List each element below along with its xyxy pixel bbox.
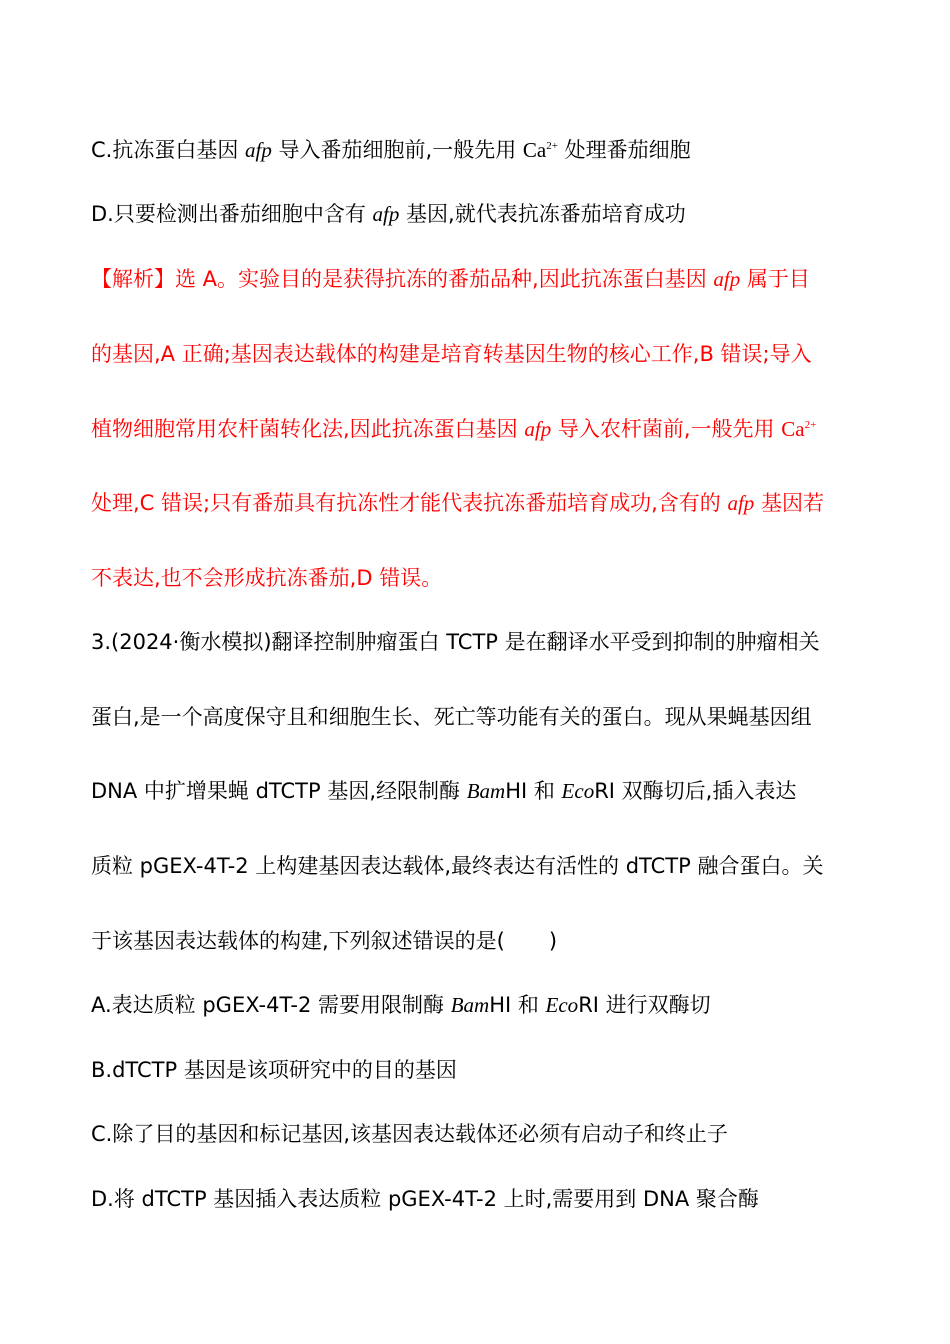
option-b	[91, 1055, 457, 1085]
option-c	[91, 1119, 728, 1149]
ion-symbol: Ca	[522, 138, 547, 162]
text-span: 基因若	[754, 491, 824, 515]
text-span: D.只要检测出番茄细胞中含有	[91, 202, 373, 226]
text-span: 属于目	[740, 267, 810, 291]
text-span: 导入番茄细胞前,一般先用	[271, 138, 523, 162]
text-span: HⅠ 和	[489, 993, 546, 1017]
analysis-line-5	[91, 563, 442, 593]
text-span: 处理,C 错误;只有番茄具有抗冻性才能代表抗冻番茄培育成功,含有的	[91, 491, 728, 515]
analysis-line-2	[91, 339, 812, 369]
ion-symbol: Ca	[781, 417, 805, 441]
text-span: 处理番茄细胞	[557, 138, 691, 162]
option-c-previous	[91, 135, 691, 165]
gene-name: afp	[372, 202, 400, 226]
text-span: A.表达质粒 pGEX-4T-2 需要用限制酶	[91, 993, 451, 1017]
text-span: )	[548, 929, 558, 953]
analysis-line-1	[91, 264, 810, 294]
gene-name: afp	[713, 267, 741, 291]
text-span: B.dTCTP 基因是该项研究中的目的基因	[91, 1058, 457, 1082]
enzyme-name: Bam	[466, 779, 506, 803]
text-span: 3.(2024·衡水模拟)翻译控制肿瘤蛋白 TCTP 是在翻译水平受到抑制的肿瘤相关	[91, 630, 820, 654]
option-a	[91, 990, 711, 1020]
text-span: 的基因,A 正确;基因表达载体的构建是培育转基因生物的核心工作,B 错误;导入	[91, 342, 812, 366]
analysis-line-4	[91, 488, 824, 518]
text-span: RⅠ 双酶切后,插入表达	[594, 779, 797, 803]
text-span: 于该基因表达载体的构建,下列叙述错误的是(	[91, 929, 505, 953]
text-span: 【解析】选 A。实验目的是获得抗冻的番茄品种,因此抗冻蛋白基因	[91, 267, 714, 291]
question-3-line-5	[91, 926, 557, 956]
enzyme-name: Eco	[545, 993, 579, 1017]
question-3-line-1	[91, 627, 820, 657]
text-span: 不表达,也不会形成抗冻番茄,D 错误。	[91, 566, 443, 590]
text-span: 基因,就代表抗冻番茄培育成功	[399, 202, 686, 226]
ion-charge: 2+	[546, 140, 558, 152]
enzyme-name: Eco	[561, 779, 595, 803]
text-span: RⅠ 进行双酶切	[578, 993, 711, 1017]
text-span: 质粒 pGEX-4T-2 上构建基因表达载体,最终表达有活性的 dTCTP 融合蛋白。关	[91, 854, 824, 878]
text-span: DNA 中扩增果蝇 dTCTP 基因,经限制酶	[91, 779, 467, 803]
text-span: 导入农杆菌前,一般先用	[551, 417, 782, 441]
gene-name: afp	[524, 417, 552, 441]
text-span: 植物细胞常用农杆菌转化法,因此抗冻蛋白基因	[91, 417, 525, 441]
question-3-line-4	[91, 851, 823, 881]
text-span: C.除了目的基因和标记基因,该基因表达载体还必须有启动子和终止子	[91, 1122, 729, 1146]
gene-name: afp	[245, 138, 272, 162]
gene-name: afp	[727, 491, 755, 515]
analysis-line-3	[91, 414, 816, 444]
ion-charge: 2+	[804, 419, 817, 431]
text-span: C.抗冻蛋白基因	[91, 138, 246, 162]
enzyme-name: Bam	[450, 993, 490, 1017]
question-3-line-3	[91, 776, 796, 806]
text-span: 蛋白,是一个高度保守且和细胞生长、死亡等功能有关的蛋白。现从果蝇基因组	[91, 705, 812, 729]
option-d-previous	[91, 199, 686, 229]
question-3-line-2	[91, 702, 812, 732]
option-d	[91, 1184, 759, 1214]
text-span: D.将 dTCTP 基因插入表达质粒 pGEX-4T-2 上时,需要用到 DNA 聚合酶	[91, 1187, 759, 1211]
text-span: HⅠ 和	[505, 779, 562, 803]
